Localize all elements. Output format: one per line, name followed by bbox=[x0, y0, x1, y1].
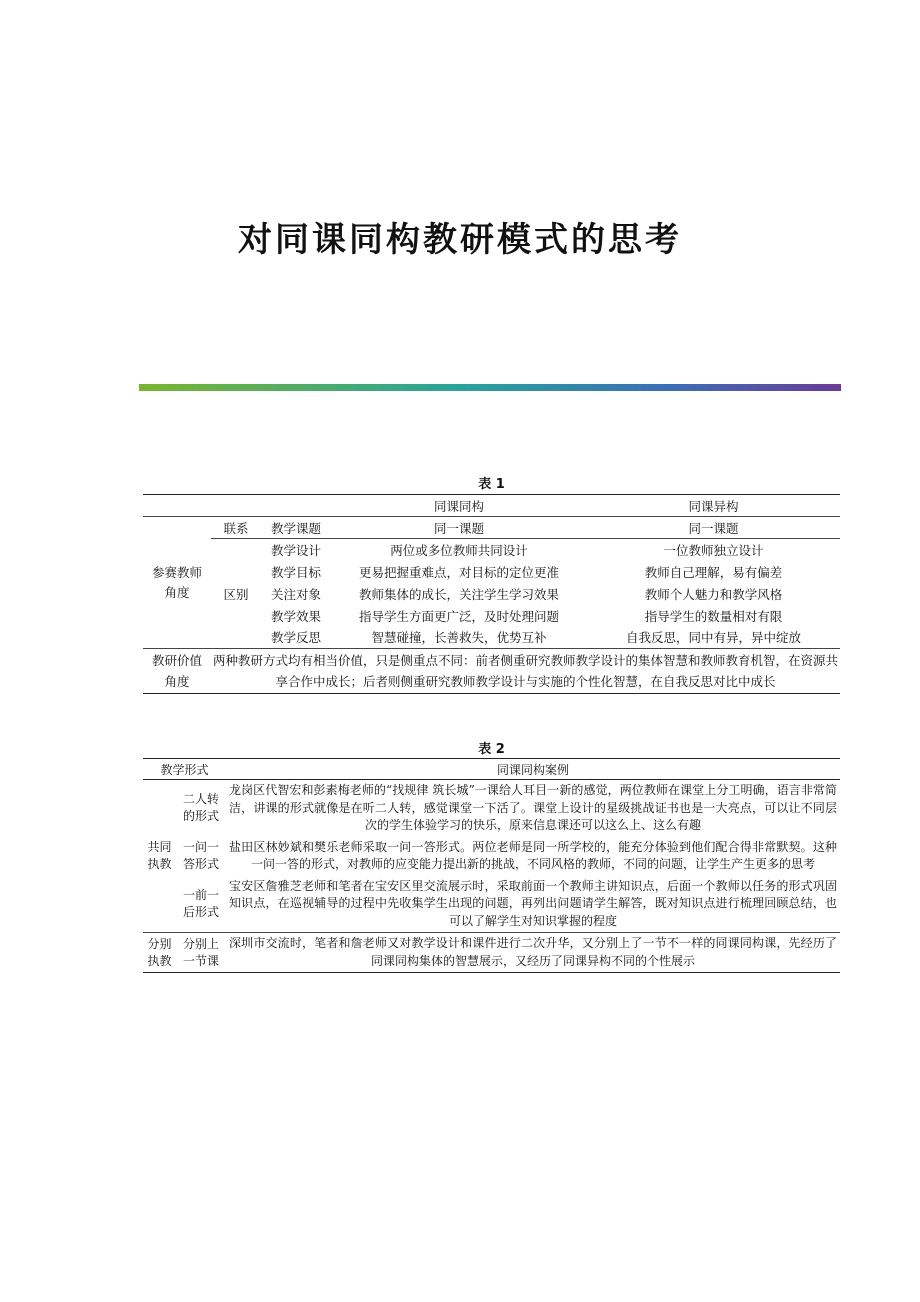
value-text: 两种教研方式均有相当价值，只是侧重点不同：前者侧重研究教师教学设计的集体智慧和教师教育机智，在资源共享合作中成长；后者则侧重研究教师教学设计与实施的个性化智慧，在自我反思对比中成长 bbox=[211, 649, 840, 694]
cases-table bbox=[143, 758, 840, 973]
diff-cell: 指导学生的数量相对有限 bbox=[644, 608, 783, 624]
same-cell: 同一课题 bbox=[331, 517, 587, 539]
value-angle-label: 教研价值 角度 bbox=[143, 649, 211, 694]
diff-cell: 一位教师独立设计 bbox=[587, 539, 840, 561]
head-form: 教学形式 bbox=[143, 759, 226, 780]
same-cell: 教师集体的成长，关注学生学习效果 bbox=[359, 586, 560, 602]
group-joint-label: 共同 执教 bbox=[147, 840, 172, 871]
table-row bbox=[143, 649, 840, 694]
aspect-cell: 教学效果 bbox=[271, 608, 322, 624]
form-cell: 一问一 答形式 bbox=[183, 840, 220, 871]
table-row bbox=[143, 837, 840, 876]
same-cell: 两位或多位教师共同设计 bbox=[331, 539, 587, 561]
table-row bbox=[143, 780, 840, 837]
case-cell: 宝安区詹雅芝老师和笔者在宝安区里交流展示时，采取前面一个教师主讲知识点，后面一个教师以任务的形式巩固知识点，在巡视辅导的过程中先收集学生出现的问题，再列出问题请学生解答，既对知识点进行梳理回顾总结，也可以了解学生对知识掌握的程度 bbox=[229, 878, 838, 928]
same-cell: 智慧碰撞，长善救失，优势互补 bbox=[371, 630, 547, 646]
diff-cell: 同一课题 bbox=[587, 517, 840, 539]
case-cell: 盐田区林妙斌和樊乐老师采取一问一答形式。两位老师是同一所学校的，能充分体验到他们配合得非常默契。这种一问一答的形式，对教师的应变能力提出新的挑战，不同风格的教师，不同的问题，让学生产生更多的思考 bbox=[229, 839, 838, 871]
aspect-cell: 教学课题 bbox=[261, 517, 331, 539]
aspect-cell: 教学目标 bbox=[271, 564, 322, 580]
table1-header-row bbox=[143, 495, 840, 517]
case-cell: 龙岗区代智宏和彭素梅老师的“找规律 筑长城”一课给人耳目一新的感觉，两位教师在课堂上分工明确，语言非常简洁，讲课的形式就像是在听二人转，感觉课堂一下活了。课堂上设计的星级挑战证书也是一大亮点，可以让不同层次的学生体验学习的快乐，原来信息课还可以这么上、这么有趣 bbox=[229, 783, 838, 832]
col-head-diff: 同课异构 bbox=[587, 495, 840, 517]
gradient-divider bbox=[139, 384, 841, 391]
comparison-table bbox=[143, 494, 840, 694]
case-cell: 深圳市交流时，笔者和詹老师又对教学设计和课件进行二次升华，又分别上了一节不一样的同课同构课，先经历了同课同构集体的智慧展示，又经历了同课异构不同的个性展示 bbox=[226, 933, 840, 973]
form-cell: 二人转 的形式 bbox=[183, 792, 220, 824]
difference-label: 区别 bbox=[211, 539, 261, 649]
form-cell: 一前一 后形式 bbox=[183, 887, 220, 919]
table-row bbox=[143, 539, 840, 561]
table2-caption: 表 2 bbox=[478, 742, 505, 757]
table1-caption: 表 1 bbox=[478, 477, 505, 492]
group-separate-label: 分别 执教 bbox=[143, 933, 176, 973]
aspect-cell: 教学反思 bbox=[271, 630, 322, 646]
table-row bbox=[143, 517, 840, 539]
aspect-cell: 教学设计 bbox=[261, 539, 331, 561]
same-cell: 指导学生方面更广泛，及时处理问题 bbox=[359, 608, 560, 624]
table-row bbox=[143, 933, 840, 973]
diff-cell: 自我反思，同中有异，异中绽放 bbox=[626, 630, 802, 646]
form-cell: 分别上 一节课 bbox=[176, 933, 226, 973]
same-cell: 更易把握重难点，对目标的定位更准 bbox=[359, 564, 560, 580]
col-head-same: 同课同构 bbox=[331, 495, 587, 517]
table-row bbox=[143, 876, 840, 933]
head-case: 同课同构案例 bbox=[226, 759, 840, 780]
contact-label: 联系 bbox=[211, 517, 261, 539]
aspect-cell: 关注对象 bbox=[271, 586, 322, 602]
diff-cell: 教师自己理解，易有偏差 bbox=[644, 564, 783, 580]
document-title: 对同课同构教研模式的思考 bbox=[238, 220, 682, 260]
diff-cell: 教师个人魅力和教学风格 bbox=[644, 586, 783, 602]
table2-header-row bbox=[143, 759, 840, 780]
teacher-angle-label: 参赛教师 角度 bbox=[143, 517, 211, 649]
